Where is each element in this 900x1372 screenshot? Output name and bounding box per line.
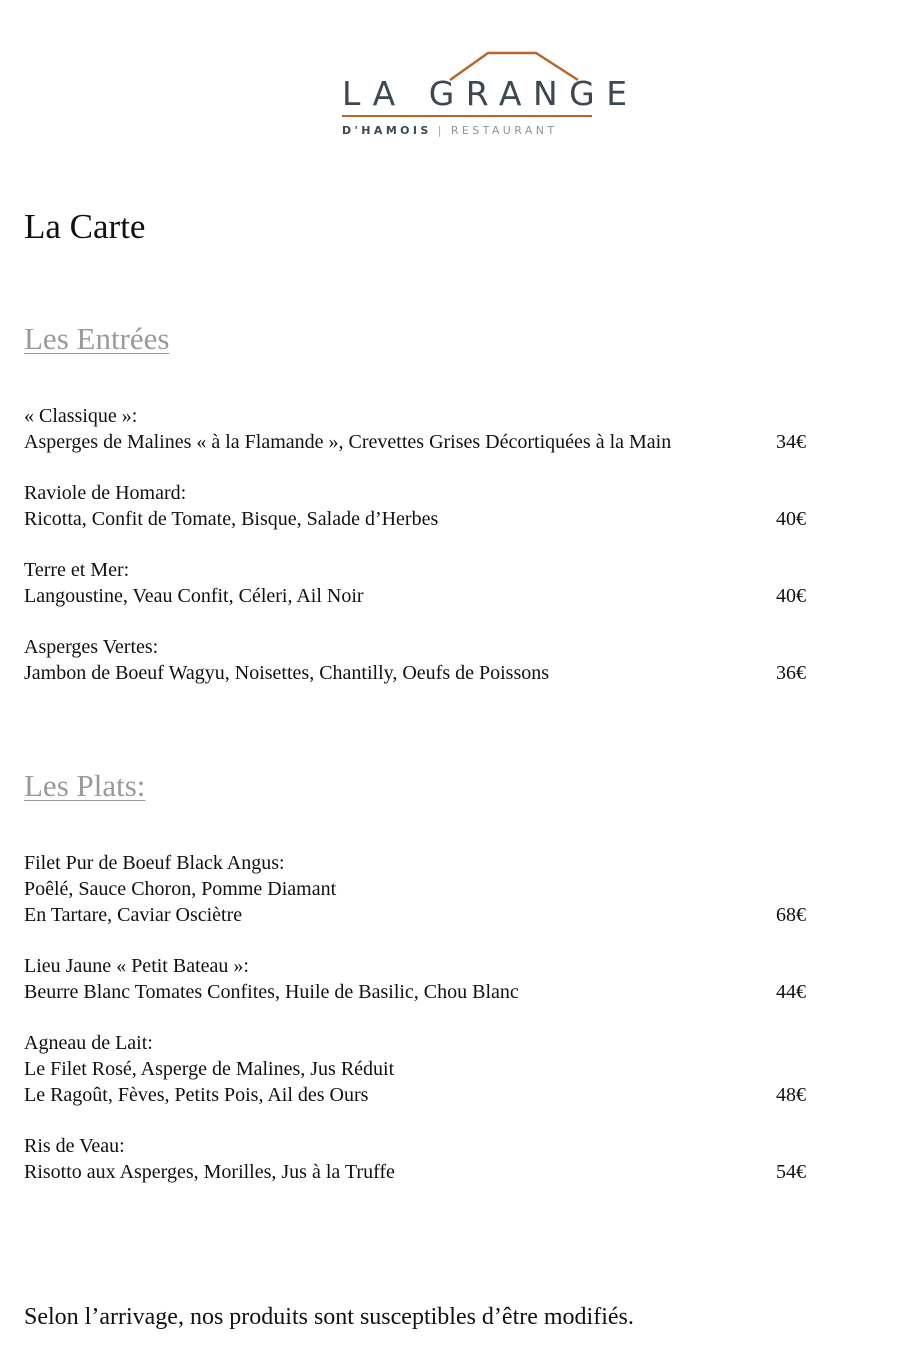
dish-price: 68€ xyxy=(776,904,806,926)
logo-subtitle xyxy=(342,125,558,136)
dish-price: 54€ xyxy=(776,1161,806,1183)
dish-price: 34€ xyxy=(776,431,806,453)
menu-item xyxy=(24,403,806,455)
logo-underline xyxy=(342,115,592,117)
logo-place: D'HAMOIS xyxy=(342,124,432,137)
dish-price: 44€ xyxy=(776,981,806,1003)
page-title: La Carte xyxy=(24,207,146,246)
menu-item xyxy=(24,1133,806,1185)
dish-name: Terre et Mer: xyxy=(24,559,130,581)
menu-item xyxy=(24,1030,806,1108)
menu-item xyxy=(24,850,806,928)
dish-description: Le Ragoût, Fèves, Petits Pois, Ail des Ours xyxy=(24,1084,369,1106)
logo-separator: | xyxy=(437,124,445,137)
logo-kind: RESTAURANT xyxy=(450,124,558,137)
menu-item xyxy=(24,480,806,532)
dish-description: Jambon de Boeuf Wagyu, Noisettes, Chantilly, Oeufs de Poissons xyxy=(24,662,550,684)
dish-description: En Tartare, Caviar Osciètre xyxy=(24,904,243,926)
dish-name: Lieu Jaune « Petit Bateau »: xyxy=(24,955,249,977)
dish-description: Risotto aux Asperges, Morilles, Jus à la Truffe xyxy=(24,1161,395,1183)
dish-name: « Classique »: xyxy=(24,405,138,427)
dish-price: 36€ xyxy=(776,662,806,684)
dish-name: Filet Pur de Boeuf Black Angus: xyxy=(24,852,285,874)
section-title-entrees: Les Entrées xyxy=(24,321,170,356)
menu-item xyxy=(24,557,806,609)
dish-description: Beurre Blanc Tomates Confites, Huile de Basilic, Chou Blanc xyxy=(24,981,519,1003)
footer-note: Selon l’arrivage, nos produits sont susceptibles d’être modifiés. xyxy=(24,1304,634,1330)
dish-description: Ricotta, Confit de Tomate, Bisque, Salade d’Herbes xyxy=(24,508,439,530)
restaurant-logo xyxy=(338,50,639,145)
section-title-plats: Les Plats: xyxy=(24,768,146,803)
dish-price: 48€ xyxy=(776,1084,806,1106)
dish-description: Langoustine, Veau Confit, Céleri, Ail Noir xyxy=(24,585,364,607)
menu-item xyxy=(24,634,806,686)
logo-name: LA GRANGE xyxy=(342,74,639,113)
dish-name: Raviole de Homard: xyxy=(24,482,187,504)
dish-price: 40€ xyxy=(776,508,806,530)
dish-description: Le Filet Rosé, Asperge de Malines, Jus Réduit xyxy=(24,1058,395,1080)
menu-item xyxy=(24,953,806,1005)
dish-price: 40€ xyxy=(776,585,806,607)
dish-description: Asperges de Malines « à la Flamande », Crevettes Grises Décortiquées à la Main xyxy=(24,431,672,453)
dish-name: Asperges Vertes: xyxy=(24,636,159,658)
dish-description: Poêlé, Sauce Choron, Pomme Diamant xyxy=(24,878,337,900)
dish-name: Agneau de Lait: xyxy=(24,1032,153,1054)
dish-name: Ris de Veau: xyxy=(24,1135,125,1157)
